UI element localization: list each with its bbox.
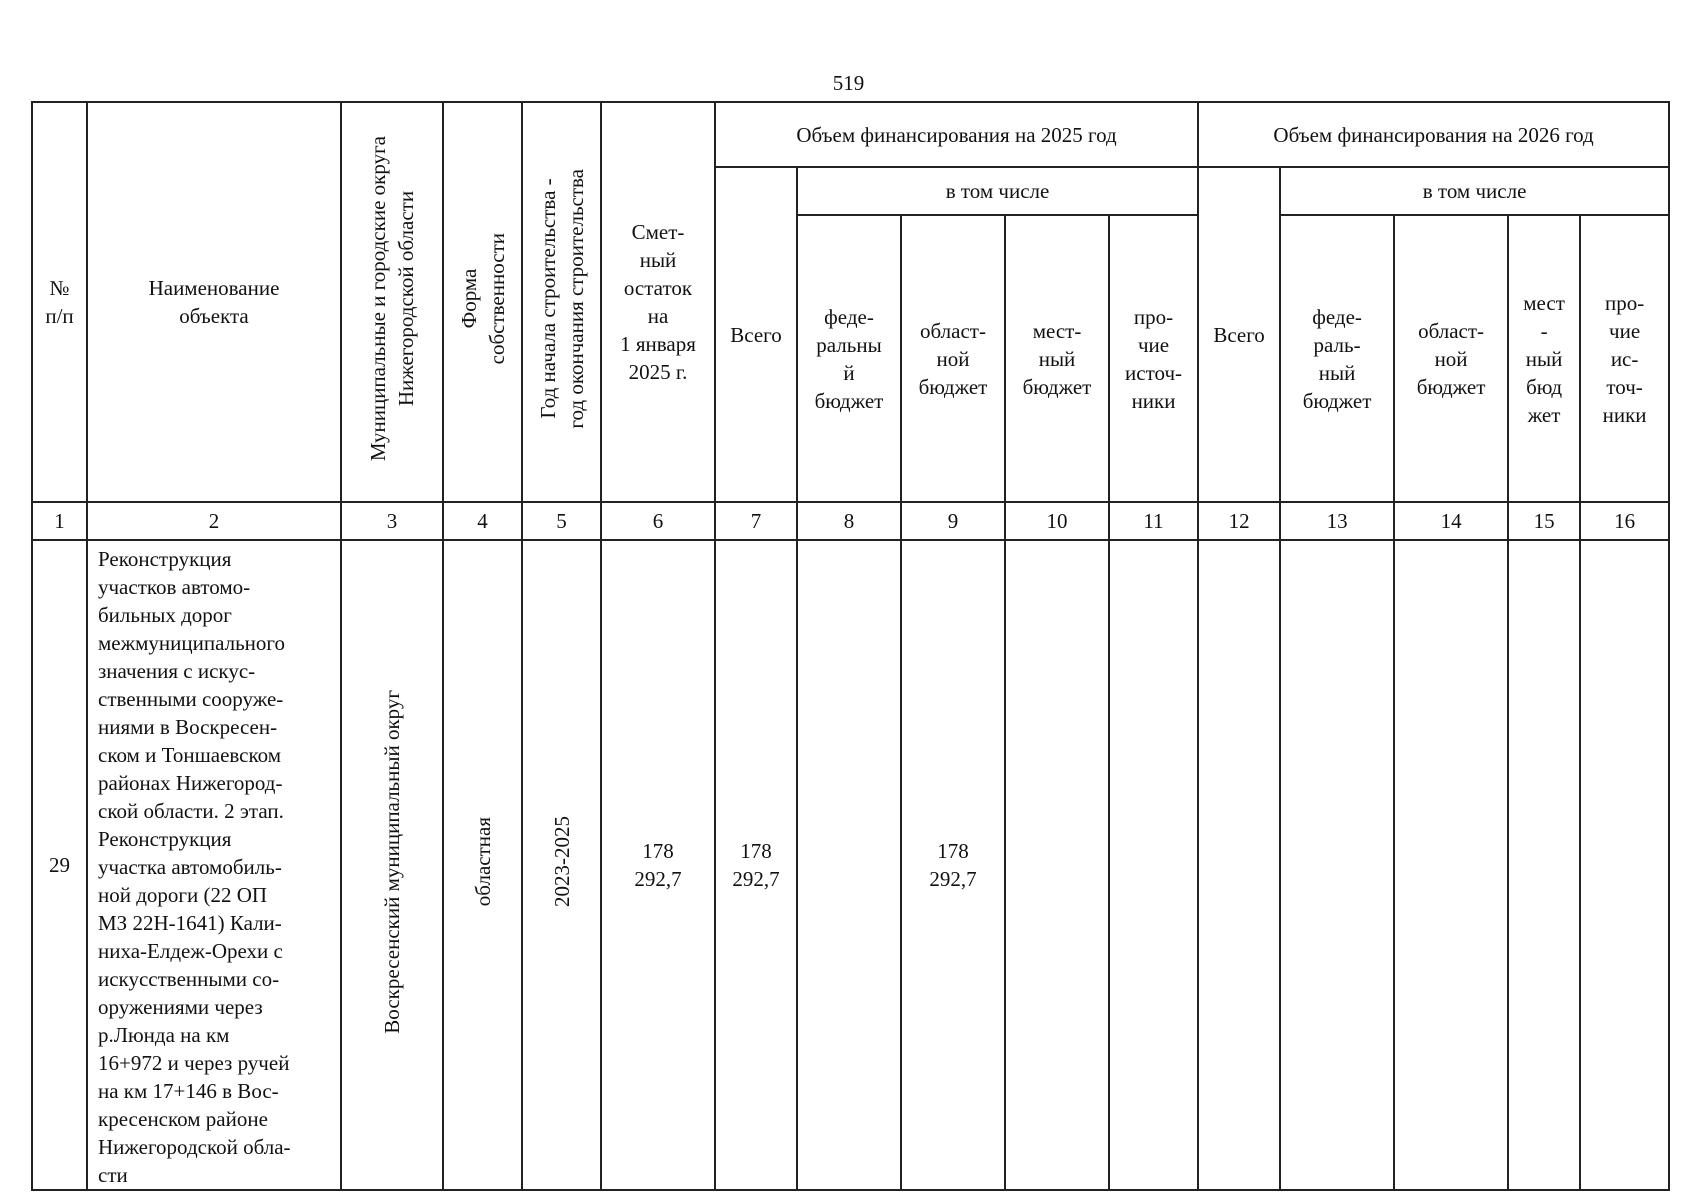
column-number: 5	[522, 502, 601, 540]
header-ownership-text: Форма собственности	[456, 232, 509, 365]
column-number: 14	[1394, 502, 1508, 540]
header-including-2025: в том числе	[797, 167, 1198, 215]
row-number: 29	[32, 540, 87, 1190]
column-number: 10	[1005, 502, 1109, 540]
other-2025-cell	[1109, 540, 1198, 1190]
header-local-2025: мест- ный бюджет	[1005, 215, 1109, 502]
column-number-row	[32, 502, 1669, 540]
years-text: 2023-2025	[549, 816, 574, 907]
regional-2025-cell: 178 292,7	[901, 540, 1005, 1190]
column-number: 9	[901, 502, 1005, 540]
header-total-2025: Всего	[715, 167, 797, 502]
header-regional-2026: област- ной бюджет	[1394, 215, 1508, 502]
page-number: 519	[832, 71, 865, 95]
column-number: 3	[341, 502, 443, 540]
column-number: 12	[1198, 502, 1280, 540]
header-years	[522, 102, 601, 502]
federal-2026-cell	[1280, 540, 1394, 1190]
ownership-cell	[443, 540, 522, 1190]
column-number: 2	[87, 502, 341, 540]
regional-2026-cell	[1394, 540, 1508, 1190]
ownership-text: областная	[470, 816, 495, 907]
other-2026-cell	[1580, 540, 1669, 1190]
local-2026-cell	[1508, 540, 1580, 1190]
header-municipality	[341, 102, 443, 502]
local-2025-cell	[1005, 540, 1109, 1190]
column-number: 16	[1580, 502, 1669, 540]
header-total-2026: Всего	[1198, 167, 1280, 502]
header-regional-2025: област- ной бюджет	[901, 215, 1005, 502]
object-name: Реконструкция участков автомо- бильных дорог межмуниципального значения с искус- ственными сооруже- ниями в Воскресен- ском и Тоншаевском районах Нижегород- ской области. 2 этап. Реконструкция участка автомобиль- ной дороги (22 ОП МЗ 22Н-1641) Кали- ниха-Елдеж-Орехи с искусственными со- оружениями через р.Люнда на км 16+972 и через ручей на км 17+146 в Вос- кресенском районе Нижегородской обла- сти	[87, 540, 341, 1190]
header-years-text: Год начала строительства - год окончания строительства	[535, 168, 588, 429]
municipality-cell	[341, 540, 443, 1190]
column-number: 8	[797, 502, 901, 540]
header-object-name: Наименование объекта	[87, 102, 341, 502]
total-2026-cell	[1198, 540, 1280, 1190]
total-2025-cell: 178 292,7	[715, 540, 797, 1190]
column-number: 1	[32, 502, 87, 540]
column-number: 6	[601, 502, 715, 540]
header-ownership	[443, 102, 522, 502]
federal-2025-cell	[797, 540, 901, 1190]
estimated-balance-cell: 178 292,7	[601, 540, 715, 1190]
header-other-2025: про- чие источ- ники	[1109, 215, 1198, 502]
years-cell	[522, 540, 601, 1190]
header-other-2026: про- чие ис- точ- ники	[1580, 215, 1669, 502]
header-group-2026: Объем финансирования на 2026 год	[1198, 102, 1669, 167]
column-number: 4	[443, 502, 522, 540]
header-estimated-balance: Смет- ный остаток на 1 января 2025 г.	[601, 102, 715, 502]
header-row-1	[32, 102, 1669, 167]
financing-table	[31, 101, 1670, 1191]
header-local-2026: мест - ный бюд жет	[1508, 215, 1580, 502]
header-group-2025: Объем финансирования на 2025 год	[715, 102, 1198, 167]
header-number: № п/п	[32, 102, 87, 502]
header-including-2026: в том числе	[1280, 167, 1669, 215]
column-number: 7	[715, 502, 797, 540]
header-federal-2026: феде- раль- ный бюджет	[1280, 215, 1394, 502]
column-number: 11	[1109, 502, 1198, 540]
municipality-text: Воскресенский муниципальный округ	[380, 689, 404, 1034]
table-row	[32, 540, 1669, 1190]
header-federal-2025: феде- ральны й бюджет	[797, 215, 901, 502]
column-number: 15	[1508, 502, 1580, 540]
column-number: 13	[1280, 502, 1394, 540]
header-municipality-text: Муниципальные и городские округа Нижегородской области	[366, 135, 418, 462]
